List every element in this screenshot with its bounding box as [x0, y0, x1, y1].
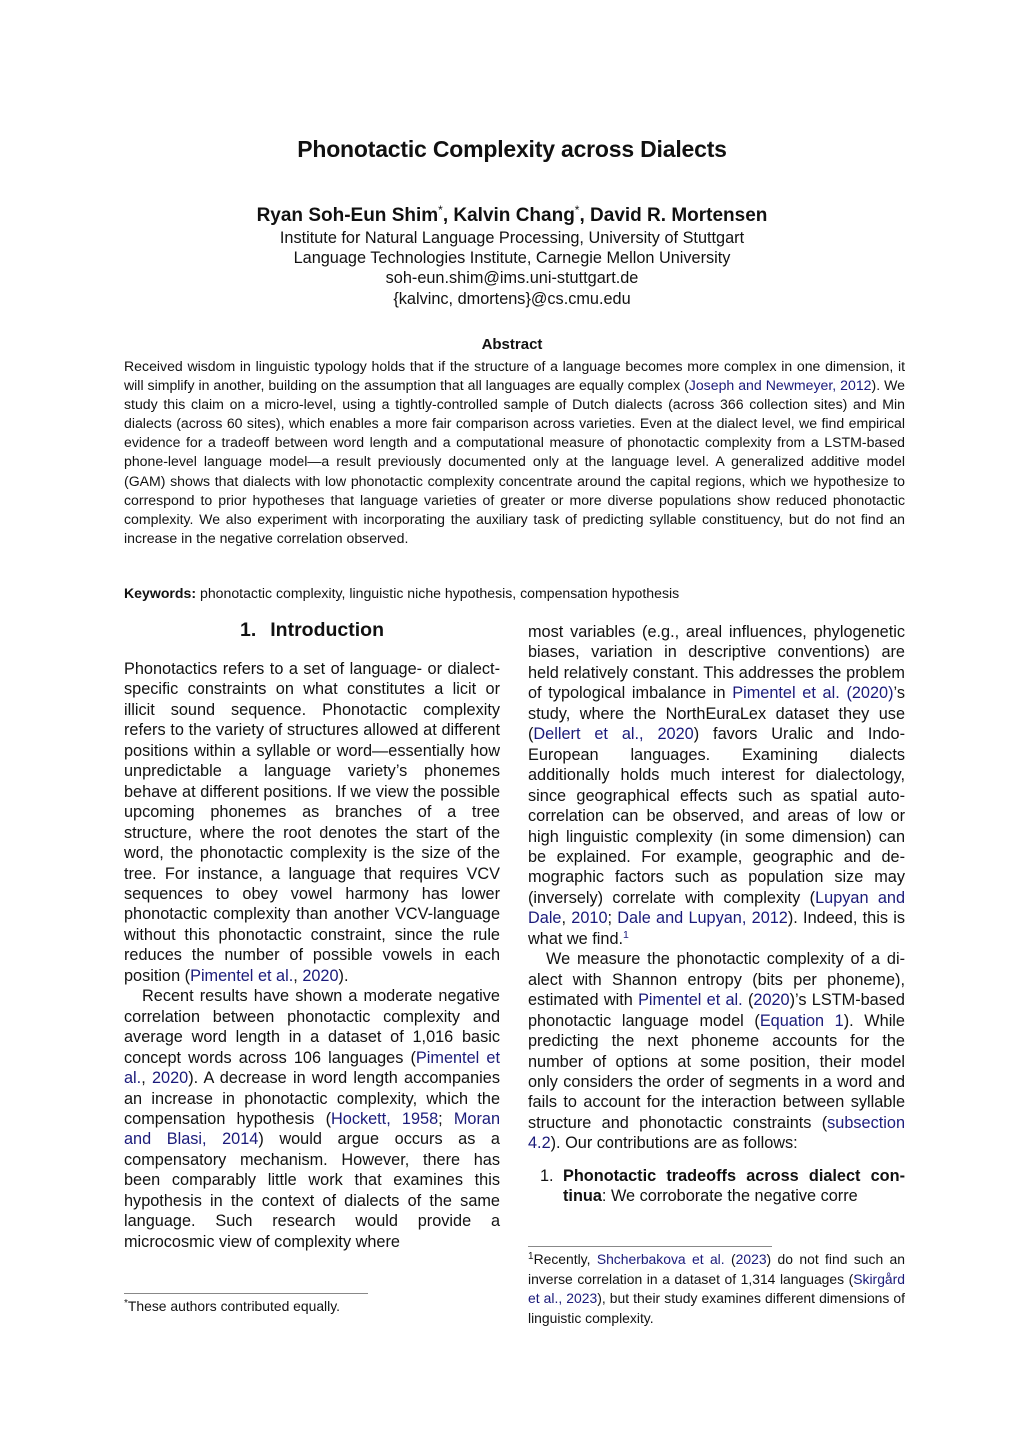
equation-link[interactable]: Equation 1	[759, 1011, 844, 1030]
abstract-body: Received wisdom in linguistic typology holds that if the structure of a language becomes more complex in one dimension, it will simplify in another, building on the assumption that all languages are equally complex (Joseph and Newmeyer, 2012). We study this claim on a micro-level, using a tightly-controlled sample of Dutch dialects (across 366 collection sites) and Min dialects (across 60 sites), which enables a more fair comparison across varieties. Even at the dialect level, we find empirical evidence for a tradeoff between word length and a computational measure of phonotactic complexity from a LSTM-based phone-level language model—a result previously documented only at the language level. A generalized additive model (GAM) shows that dialects with low phonotactic complexity concentrate around the capital regions, which we hypothesize to correspond to prior hypotheses that language varieties of greater or more diverse populations show reduced phonotactic complexity. We also experiment with incorporating the auxiliary task of predicting syllable constituency, but do not find an increase in the negative correlation observed.	[124, 358, 905, 546]
equal-contribution-mark: *	[574, 203, 580, 217]
citation-link[interactable]: 2020	[151, 1069, 189, 1088]
left-column	[124, 659, 500, 1252]
contribution-title: Phonotactic tradeoffs across dialect continua	[563, 1166, 905, 1206]
footnote-rule	[528, 1246, 772, 1247]
equal-contribution-mark: *	[438, 203, 443, 217]
keywords	[124, 585, 905, 601]
citation-link[interactable]: Pimentel et al.	[638, 991, 743, 1010]
citation-link[interactable]: 2020	[753, 991, 790, 1010]
author-name: Ryan Soh-Eun Shim	[256, 205, 439, 226]
citation-link[interactable]: Dellert et al., 2020	[533, 725, 694, 744]
abstract-heading: Abstract	[481, 336, 543, 353]
citation-link[interactable]: Pimentel et al.	[190, 966, 294, 985]
citation-link[interactable]: Joseph and Newmeyer, 2012	[688, 377, 872, 394]
citation-link[interactable]: 2010	[571, 909, 608, 928]
citation-link[interactable]: Skirgård et al., 2023	[528, 1270, 905, 1307]
paragraph: Recent results have shown a moderate negative correlation between phonotactic complexity and average word length in a dataset of 1,016 basic concept words across 106 languages (Pimentel et al., 2020). A decrease in word length accompanies an increase in phonotactic complexity, which the compensation hypothesis (Hockett, 1958; Moran and Blasi, 2014) would argue occurs as a compensatory mechanism. However, there has been comparably little work that examines this hypothesis in the context of dialects of the same language. Such research would provide a microcosmic view of complexity where	[124, 987, 500, 1251]
list-number: 1.	[540, 1166, 554, 1185]
affiliation: Institute for Natural Language Processing, University of Stuttgart	[279, 229, 745, 247]
footnote-rule	[124, 1293, 368, 1294]
paragraph: We measure the phonotactic complexity of a dialect with Shannon entropy (bits per phoneme), estimated with Pimentel et al. (2020)’s LSTM-based phonotactic language model (Equation 1). While predicting the next phoneme accounts for the number of options at some position, their model only considers the order of segments in a word and fails to account for the interaction between syllable structure and phonotactic constraints (subsection 4.2). Our contributions are as follows:	[528, 950, 905, 1153]
keywords-label: Keywords:	[124, 585, 197, 601]
author-name: David R. Mortensen	[590, 205, 768, 226]
contribution-list-item: 1. Phonotactic tradeoffs across dialect continua: We corroborate the negative corre	[540, 1166, 905, 1206]
citation-link[interactable]: Pimentel et al. (2020)	[732, 684, 894, 703]
author-email: {kalvinc, dmortens}@cs.cmu.edu	[393, 290, 631, 308]
affiliation: Language Technologies Institute, Carnegie Mellon University	[293, 249, 731, 267]
section-title: Introduction	[270, 619, 384, 641]
right-column	[528, 622, 905, 1207]
author-email: soh-eun.shim@ims.uni-stuttgart.de	[385, 269, 639, 287]
citation-link[interactable]: Shcherbakova et al.	[596, 1251, 725, 1267]
paragraph: most variables (e.g., areal influences, phylogenetic biases, variation in descriptive conventions) are held relatively constant. This addresses the problem of typological imbalance in Pimentel et al. (2020)’s study, where the NorthEuraLex dataset they use (Dellert et al., 2020) favors Uralic and Indo-European languages. Examining dialects additionally holds much interest for dialectology, since geographical effects such as spatial autocorrelation can be observed, and areas of low or high linguistic complexity (in some dimension) can be explained. For example, geographic and demographic factors such as population size may (inversely) correlate with complexity (Lupyan and Dale, 2010; Dale and Lupyan, 2012). Indeed, this is what we find.$^1$	[528, 623, 905, 948]
section-number: 1.	[240, 619, 257, 641]
citation-link[interactable]: Dale and Lupyan, 2012	[617, 909, 788, 928]
keywords-text: phonotactic complexity, linguistic niche hypothesis, compensation hypothesis	[196, 585, 680, 601]
author-list: Ryan Soh-Eun Shim*, Kalvin Chang*, David R. Mortensen	[256, 203, 768, 226]
author-name: Kalvin Chang	[453, 205, 575, 226]
footnote-mark: 1	[528, 1251, 534, 1262]
citation-link[interactable]: Pimentel et al.	[124, 1048, 500, 1088]
paragraph: Phonotactics refers to a set of language- or dialect-specific constraints on what constitutes a licit or illicit sound sequence. Phonotactic complexity refers to the variety of structures allowed at different positions within a syllable or word—essentially how unpredictable a language variety’s phonemes behave at different positions. If we view the possible upcoming phonemes as branches of a tree structure, where the root denotes the start of the word, the phonotactic complexity is the size of the tree. For instance, a language that requires VCV sequences to obey vowel harmony has lower phonotactic complexity than another VCV-language without this phonotactic constraint, since the rule reduces the number of possible vowels in each position (Pimentel et al., 2020).	[124, 660, 500, 985]
citation-link[interactable]: Moran and Blasi, 2014	[124, 1109, 500, 1149]
footnote-ref-link[interactable]: 1	[623, 928, 629, 941]
footnote-mark: *	[124, 1298, 128, 1309]
footnote-equal-contribution: *These authors contributed equally.	[124, 1298, 340, 1314]
citation-link[interactable]: Lupyan and Dale	[528, 888, 905, 928]
citation-link[interactable]: Hockett, 1958	[331, 1109, 439, 1128]
paper-title: Phonotactic Complexity across Dialects	[297, 136, 727, 162]
citation-link[interactable]: 2023	[735, 1251, 767, 1267]
footnote-1: $^1$Recently, Shcherbakova et al. (2023) do not find such an inverse correlation in a dataset of 1,314 languages (Skirgård et al., 2023), but their study examines different dimensions of linguistic complexity.	[528, 1251, 906, 1326]
citation-link[interactable]: 2020	[302, 966, 339, 985]
section-heading	[124, 619, 500, 642]
section-link[interactable]: subsection 4.2	[528, 1113, 905, 1153]
